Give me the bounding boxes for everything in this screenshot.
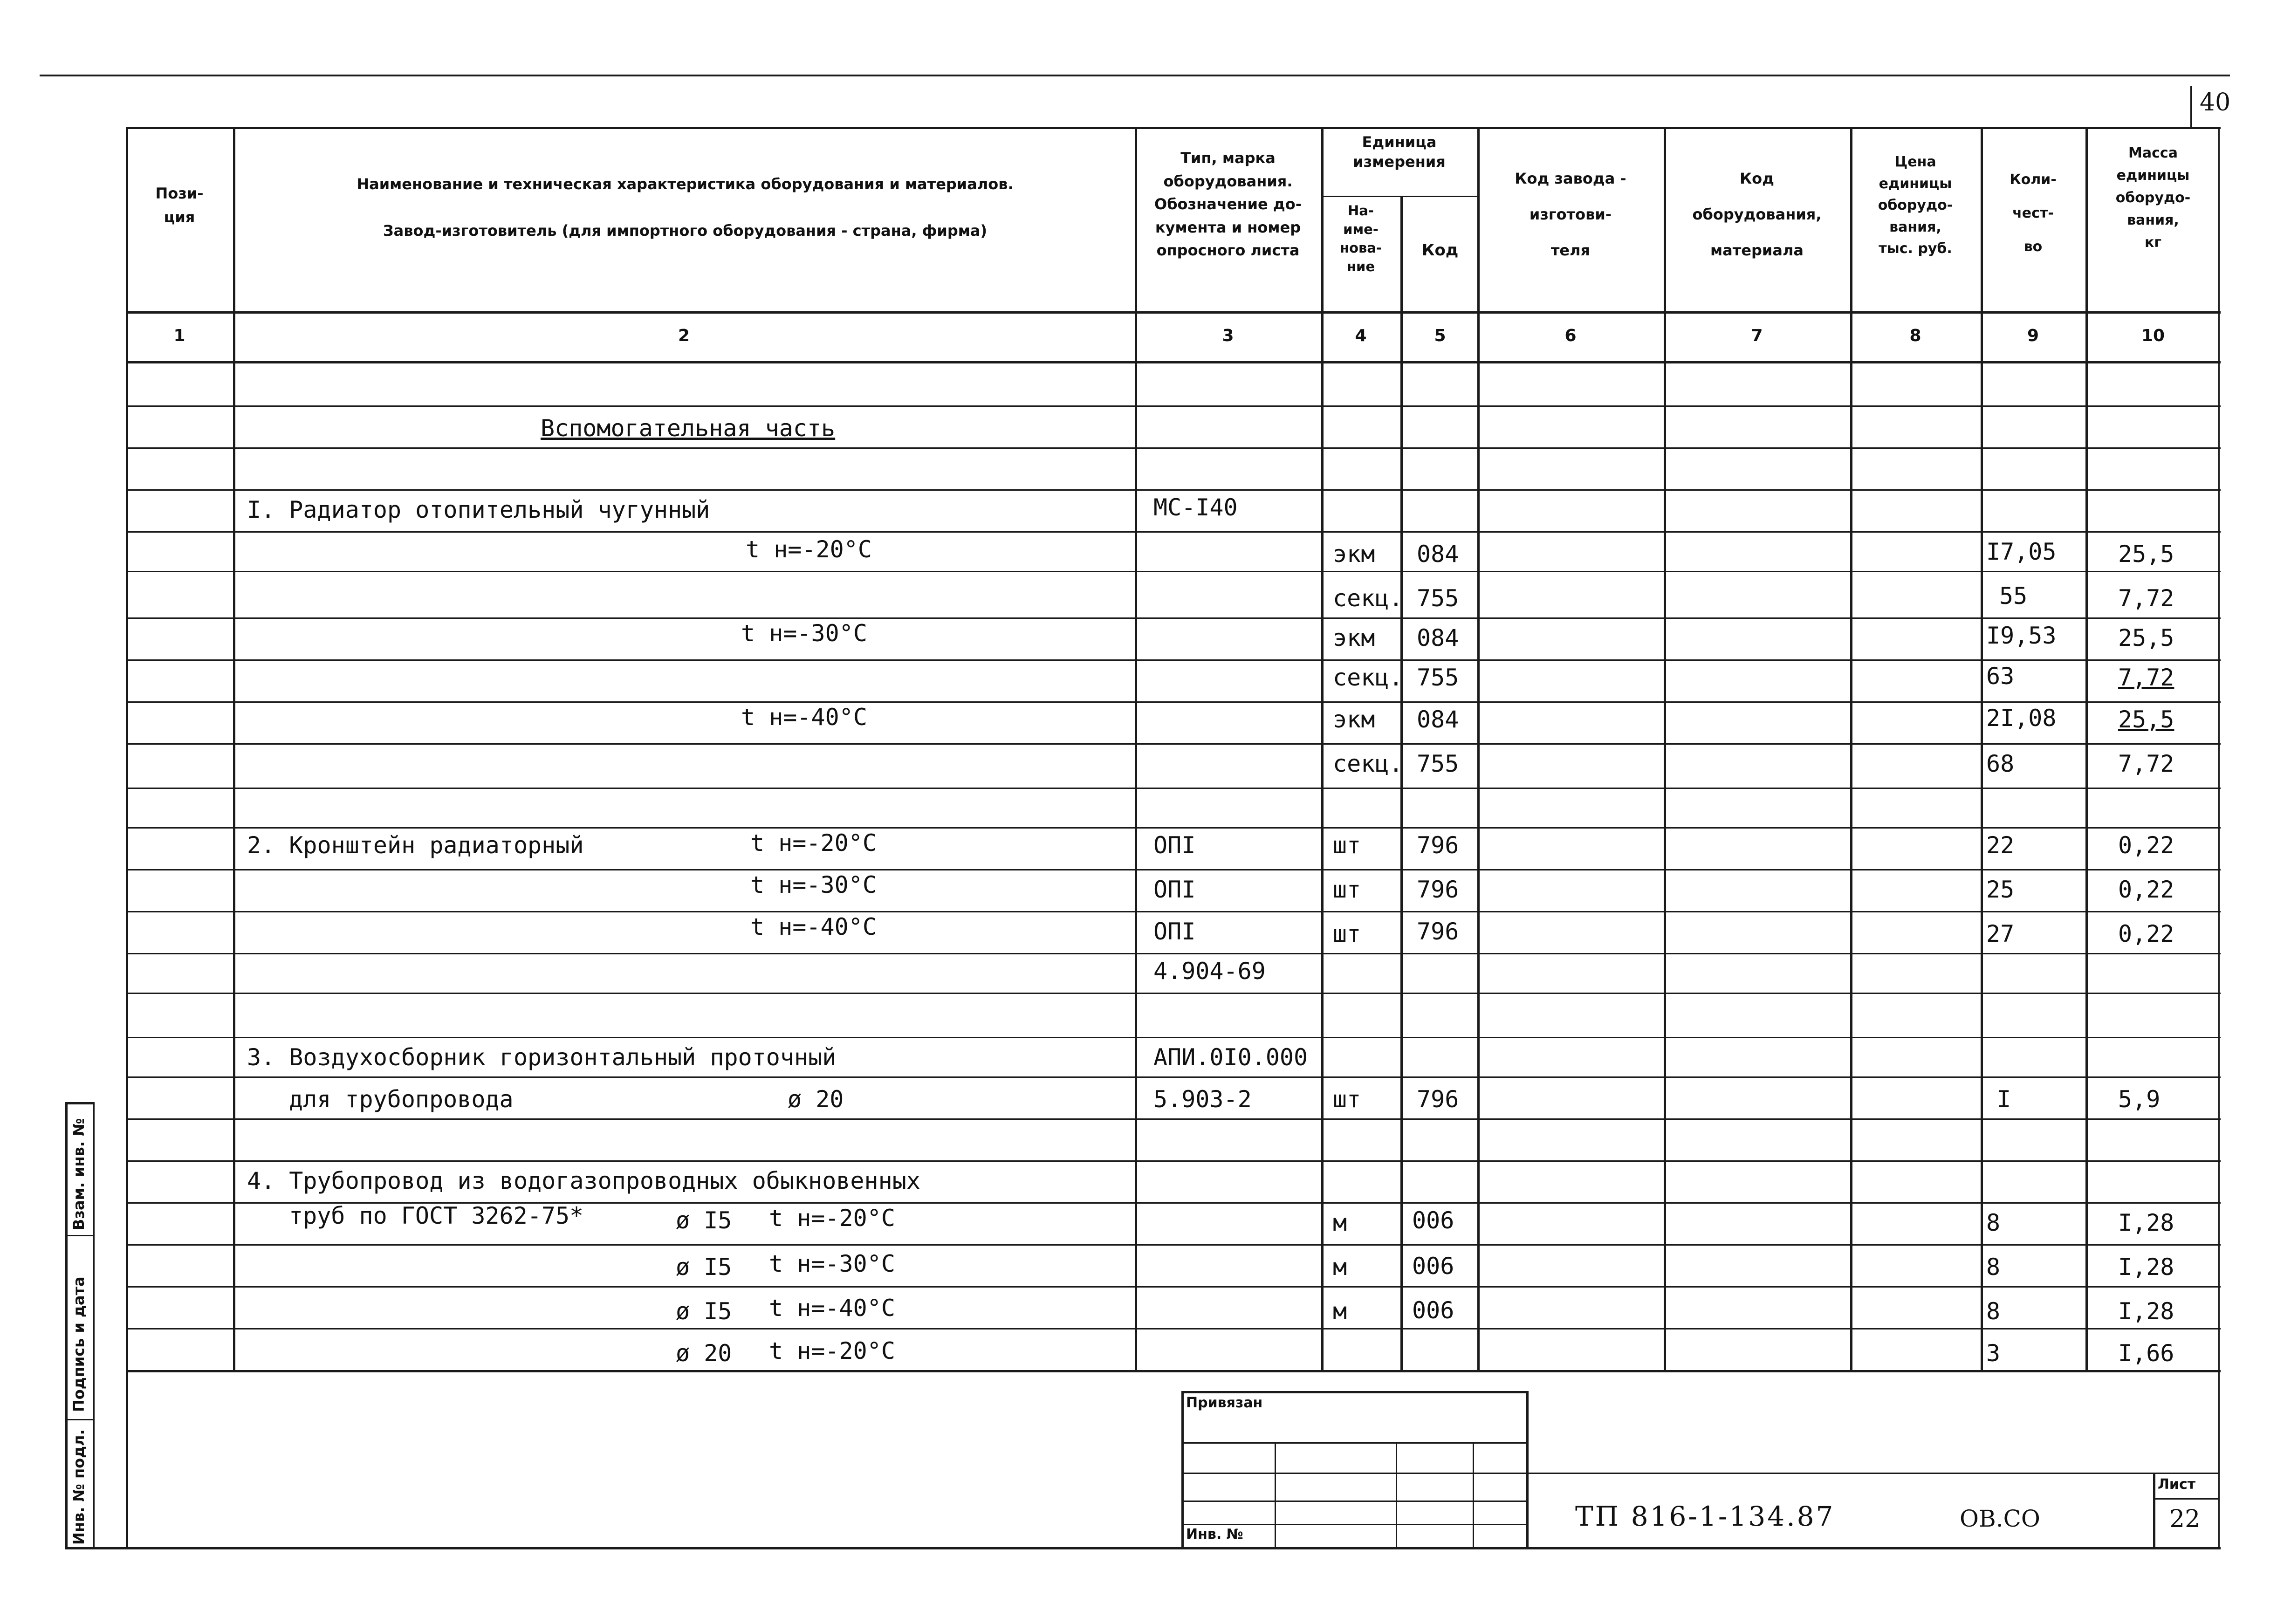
row-qty: I7,05 xyxy=(1986,538,2057,565)
page-number-divider xyxy=(2190,86,2192,128)
row-temp: t н=-30°С xyxy=(741,620,867,647)
side-label-replaced-inv: Взам. инв. № xyxy=(70,1118,88,1230)
colnum-1: 1 xyxy=(173,326,185,345)
row-unit: шт xyxy=(1333,920,1361,947)
row-mass: 7,72 xyxy=(2118,585,2174,612)
privyazan-label: Привязан xyxy=(1186,1395,1263,1411)
row-unit: шт xyxy=(1333,1086,1361,1113)
sheet-label: Лист xyxy=(2158,1476,2196,1493)
header-name-line1: Наименование и техническая характеристика оборудования и материалов. xyxy=(357,175,1014,193)
header-equipment-code: Код оборудования, материала xyxy=(1692,170,1822,259)
row-diameter: ø I5 xyxy=(676,1298,732,1325)
row-unit: секц. xyxy=(1333,750,1403,777)
row-mass: 7,72 xyxy=(2118,750,2174,777)
row-code: 084 xyxy=(1417,541,1459,568)
row-qty: 27 xyxy=(1986,920,2015,947)
row-name: 4. Трубопровод из водогазопроводных обыкновенных xyxy=(247,1167,920,1194)
header-unit-code: Код xyxy=(1421,241,1459,260)
row-unit: экм xyxy=(1333,706,1375,733)
row-mass: 25,5 xyxy=(2118,624,2174,651)
row-unit: м xyxy=(1333,1209,1347,1236)
side-label-original-inv: Инв. № подл. xyxy=(70,1429,88,1545)
row-name: труб по ГОСТ 3262-75* xyxy=(289,1202,584,1229)
row-mass: 25,5 xyxy=(2118,706,2174,733)
row-temp: t н=-40°С xyxy=(750,913,877,940)
header-factory-code: Код завода - изготови- теля xyxy=(1515,170,1626,259)
row-unit: м xyxy=(1333,1298,1347,1325)
header-unit-split xyxy=(1321,196,1477,197)
row-mass: I,28 xyxy=(2118,1254,2174,1281)
header-unit-name: На- име- нова- ние xyxy=(1340,203,1382,275)
colnum-10: 10 xyxy=(2141,326,2165,345)
row-qty: 55 xyxy=(1999,582,2028,610)
row-unit: шт xyxy=(1333,876,1361,903)
header-bottom xyxy=(126,311,2221,314)
row-code: 006 xyxy=(1412,1207,1454,1234)
row-mass: 7,72 xyxy=(2118,664,2174,691)
row-mass: 0,22 xyxy=(2118,876,2174,903)
header-unit-group: Единица измерения xyxy=(1353,133,1446,171)
colnum-bottom xyxy=(126,361,2221,363)
row-type: ОПI xyxy=(1153,918,1196,945)
row-qty: 68 xyxy=(1986,750,2015,777)
row-diameter: ø 20 xyxy=(676,1340,732,1367)
inv-no-label: Инв. № xyxy=(1186,1526,1243,1542)
colnum-4: 4 xyxy=(1355,326,1367,345)
row-temp: t н=-30°С xyxy=(750,871,877,898)
row-diameter: ø I5 xyxy=(676,1207,732,1234)
top-rule xyxy=(40,75,2230,76)
row-code: 796 xyxy=(1417,918,1459,945)
row-name: 2. Кронштейн радиаторный xyxy=(247,832,584,859)
row-temp: t н=-40°С xyxy=(769,1295,895,1322)
row-code: 006 xyxy=(1412,1253,1454,1280)
row-qty: 8 xyxy=(1986,1254,2001,1281)
frame-top xyxy=(126,127,2221,129)
row-temp: t н=-20°С xyxy=(769,1205,895,1232)
frame-bottom xyxy=(65,1547,2221,1549)
row-code: 084 xyxy=(1417,624,1459,651)
row-mass: I,66 xyxy=(2118,1340,2174,1367)
header-position: Пози- ция xyxy=(155,185,204,226)
row-qty: 25 xyxy=(1986,876,2015,903)
row-unit: экм xyxy=(1333,541,1375,568)
row-unit: секц. xyxy=(1333,585,1403,612)
row-code: 755 xyxy=(1417,585,1459,612)
sheet-number: 22 xyxy=(2169,1505,2201,1533)
row-code: 755 xyxy=(1417,664,1459,691)
row-qty: 3 xyxy=(1986,1340,2001,1367)
section-title: Вспомогательная часть xyxy=(541,415,836,442)
colnum-2: 2 xyxy=(678,326,690,345)
row-code: 006 xyxy=(1412,1297,1454,1324)
document-mark: ОВ.СО xyxy=(1960,1505,2040,1532)
row-code: 796 xyxy=(1417,832,1459,859)
header-type: Тип, марка оборудования. Обозначение до- кумента и номер опросного листа xyxy=(1154,149,1302,260)
row-name: 3. Воздухосборник горизонтальный проточный xyxy=(247,1044,837,1071)
row-type: АПИ.0I0.000 xyxy=(1153,1044,1308,1071)
header-name-line2: Завод-изготовитель (для импортного оборудования - страна, фирма) xyxy=(383,222,988,240)
header-mass: Масса единицы оборудо- вания, кг xyxy=(2115,145,2191,251)
frame-right xyxy=(2218,127,2220,1548)
document-code: ТП 816-1-134.87 xyxy=(1575,1501,1835,1532)
header-qty: Коли- чест- во xyxy=(2010,171,2057,255)
row-temp: t н=-40°С xyxy=(741,704,867,731)
row-qty: 22 xyxy=(1986,832,2015,859)
row-unit: м xyxy=(1333,1254,1347,1281)
row-diameter: ø 20 xyxy=(788,1086,844,1113)
row-type: ОПI xyxy=(1153,876,1196,903)
header-price: Цена единицы оборудо- вания, тыс. руб. xyxy=(1878,154,1953,257)
colnum-6: 6 xyxy=(1564,326,1577,345)
row-diameter: ø I5 xyxy=(676,1254,732,1281)
row-unit: шт xyxy=(1333,832,1361,859)
colnum-5: 5 xyxy=(1434,326,1446,345)
row-name: I. Радиатор отопительный чугунный xyxy=(247,496,710,523)
row-type: 5.903-2 xyxy=(1153,1086,1252,1113)
row-code: 796 xyxy=(1417,1086,1459,1113)
row-qty: 8 xyxy=(1986,1209,2001,1236)
row-qty: I9,53 xyxy=(1986,622,2057,649)
row-mass: 0,22 xyxy=(2118,920,2174,947)
row-mass: I,28 xyxy=(2118,1209,2174,1236)
row-qty: 8 xyxy=(1986,1298,2001,1325)
row-type: 4.904-69 xyxy=(1153,958,1266,985)
row-type: ОПI xyxy=(1153,832,1196,859)
row-qty: I xyxy=(1997,1086,2011,1113)
row-temp: t н=-30°С xyxy=(769,1250,895,1277)
row-temp: t н=-20°С xyxy=(769,1337,895,1364)
page-number: 40 xyxy=(2200,89,2231,116)
colnum-3: 3 xyxy=(1222,326,1234,345)
row-unit: экм xyxy=(1333,624,1375,651)
row-qty: 63 xyxy=(1986,663,2015,690)
row-mass: 5,9 xyxy=(2118,1086,2161,1113)
row-unit: секц. xyxy=(1333,664,1403,691)
row-code: 796 xyxy=(1417,876,1459,903)
row-mass: 0,22 xyxy=(2118,832,2174,859)
row-temp: t н=-20°С xyxy=(750,829,877,857)
row-name: для трубопровода xyxy=(289,1086,514,1113)
row-mass: 25,5 xyxy=(2118,541,2174,568)
row-mass: I,28 xyxy=(2118,1298,2174,1325)
side-label-signature-date: Подпись и дата xyxy=(70,1276,88,1412)
colnum-9: 9 xyxy=(2027,326,2039,345)
row-code: 755 xyxy=(1417,750,1459,777)
row-qty: 2I,08 xyxy=(1986,705,2057,732)
row-temp: t н=-20°С xyxy=(746,536,872,563)
row-code: 084 xyxy=(1417,706,1459,733)
colnum-7: 7 xyxy=(1751,326,1763,345)
colnum-8: 8 xyxy=(1909,326,1921,345)
row-type: МС-I40 xyxy=(1153,494,1238,521)
